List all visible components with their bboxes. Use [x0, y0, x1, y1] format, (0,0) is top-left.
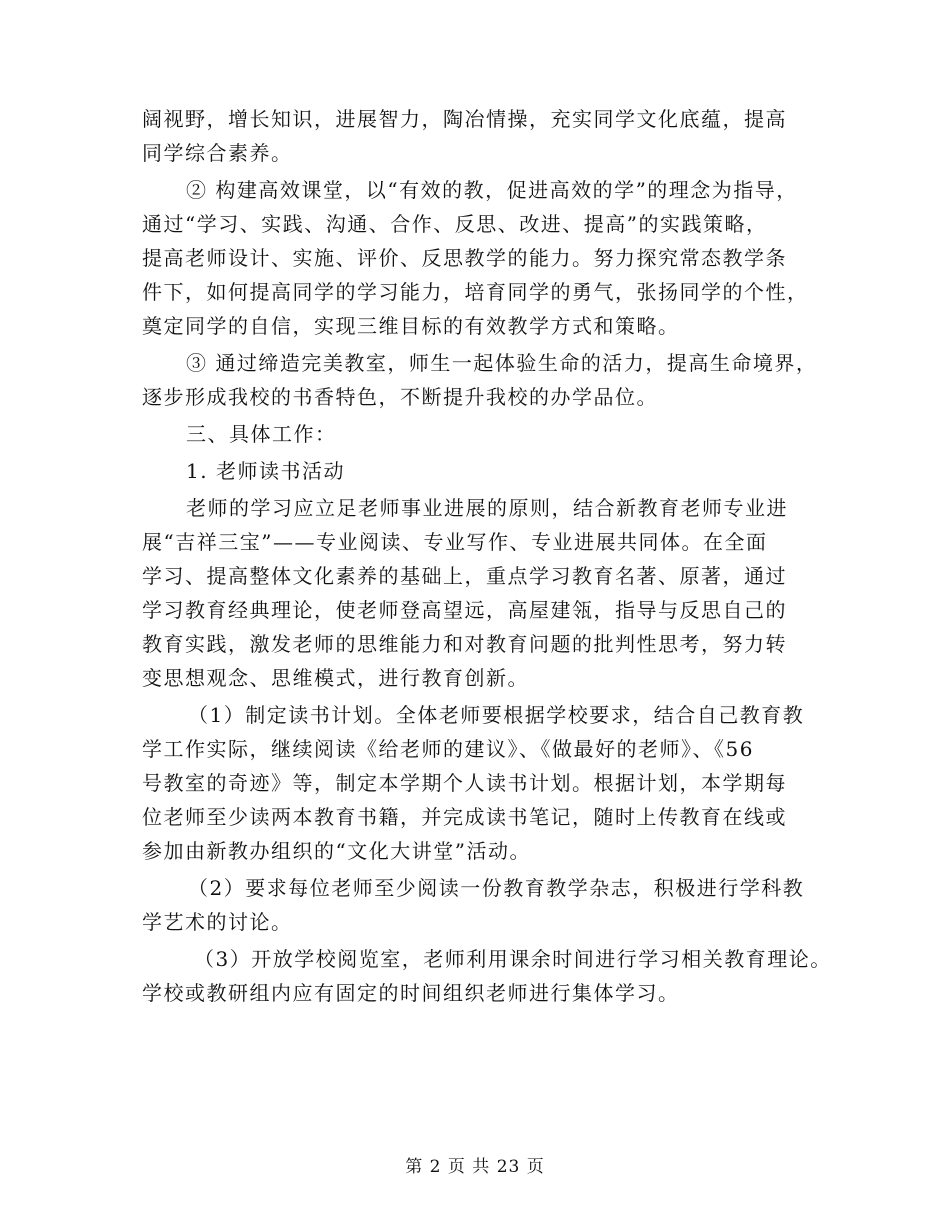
- text-line: 通过“学习、实践、沟通、合作、反思、改进、提高”的实践策略，: [142, 212, 768, 236]
- text-line: 老师的学习应立足老师事业进展的原则，结合新教育老师专业进: [186, 496, 788, 520]
- subsection-heading: 1. 老师读书活动: [186, 459, 345, 483]
- text-line: 学艺术的讨论。: [142, 910, 293, 934]
- text-line: 奠定同学的自信，实现三维目标的有效教学方式和策略。: [142, 314, 680, 338]
- text-line: 学习教育经典理论，使老师登高望远，高屋建瓴，指导与反思自己的: [142, 598, 787, 622]
- text-line: 号教室的奇迹》等，制定本学期个人读书计划。根据计划，本学期每: [142, 771, 787, 795]
- text-line: （1）制定读书计划。全体老师要根据学校要求，结合自己教育教: [188, 703, 805, 727]
- text-line: 变思想观念、思维模式，进行教育创新。: [142, 666, 529, 690]
- text-line: 学校或教研组内应有固定的时间组织老师进行集体学习。: [142, 981, 680, 1005]
- text-line: 教育实践，激发老师的思维能力和对教育问题的批判性思考，努力转: [142, 632, 787, 656]
- text-line: ③ 通过缔造完美教室，师生一起体验生命的活力，提高生命境界，: [186, 351, 818, 375]
- text-line: （2）要求每位老师至少阅读一份教育教学杂志，积极进行学科教: [188, 876, 805, 900]
- text-line: 位老师至少读两本教育书籍，并完成读书笔记，随时上传教育在线或: [142, 805, 787, 829]
- page-number: 第 2 页 共 23 页: [405, 1157, 545, 1177]
- text-line: 阔视野，增长知识，进展智力，陶冶情操，充实同学文化底蕴，提高: [142, 107, 787, 131]
- text-line: 参加由新教办组织的“文化大讲堂”活动。: [142, 839, 531, 863]
- document-body: [142, 102, 832, 1010]
- text-line: 提高老师设计、实施、评价、反思教学的能力。努力探究常态教学条: [142, 246, 787, 270]
- text-line: 同学综合素养。: [142, 141, 293, 165]
- text-line: （3）开放学校阅览室，老师利用课余时间进行学习相关教育理论。: [194, 947, 832, 971]
- text-line: 学习、提高整体文化素养的基础上，重点学习教育名著、原著，通过: [142, 564, 787, 588]
- text-line: 逐步形成我校的书香特色，不断提升我校的办学品位。: [142, 385, 658, 409]
- text-line: 学工作实际，继续阅读《给老师的建议》、《做最好的老师》、《56: [142, 737, 754, 761]
- text-line: ② 构建高效课堂，以“有效的教，促进高效的学”的理念为指导，: [186, 178, 798, 202]
- text-line: 件下，如何提高同学的学习能力，培育同学的勇气，张扬同学的个性，: [142, 280, 809, 304]
- section-heading: 三、具体工作：: [186, 422, 337, 446]
- text-line: 展“吉祥三宝”——专业阅读、专业写作、专业进展共同体。在全面: [142, 530, 768, 554]
